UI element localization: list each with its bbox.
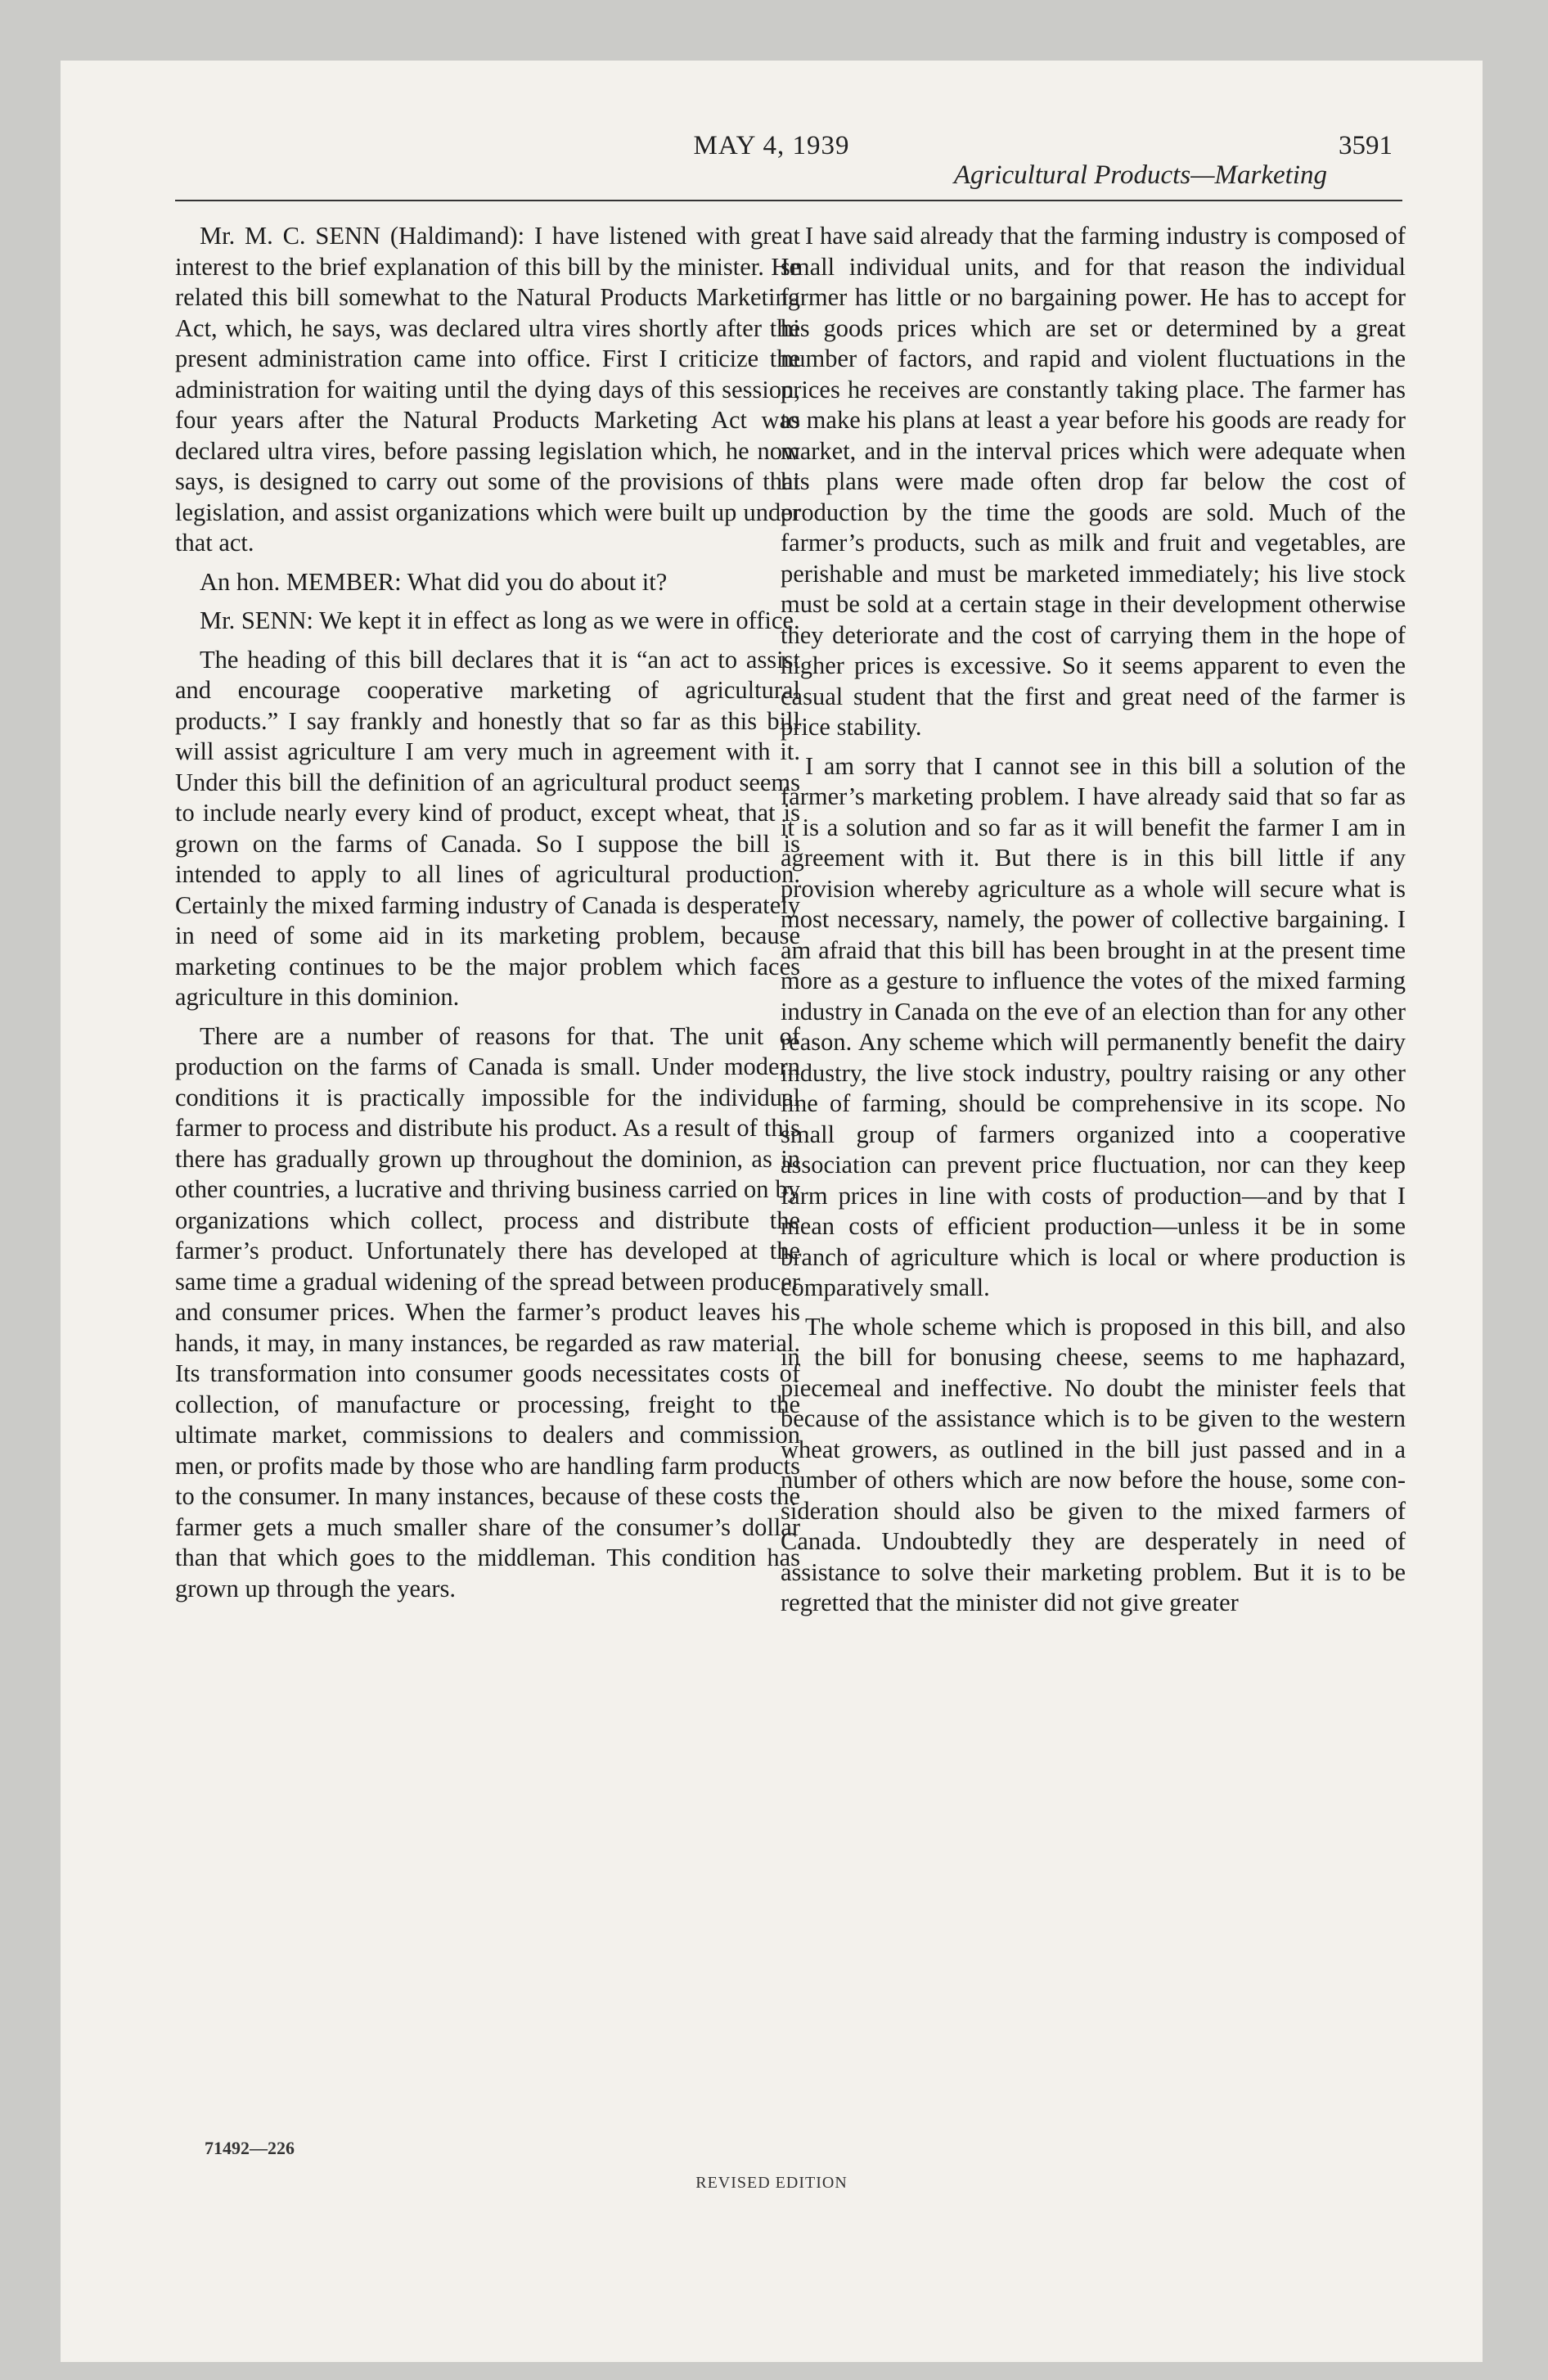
header-rule bbox=[175, 200, 1402, 201]
paragraph: An hon. MEMBER: What did you do about it? bbox=[200, 567, 668, 596]
paragraph: The heading of this bill declares that it is “an act to assist and encourage cooperative marketing of agricultural products.” I say frankly and honestly that so far as this bill will assist agriculture I am very much in agreement with it. Under this bill the definition of an agricultural product seems to include nearly every kind of product, except wheat, that is grown on the farms of Canada. So I suppose the bill is intended to apply to all lines of agricultural production. Certainly the mixed farming industry of Canada is desperately in need of some aid in its marketing problem, because marketing continues to be the major problem which faces agriculture in this dominion. bbox=[175, 645, 800, 1011]
paragraph: I have said already that the farming industry is composed of small individual units, and for that reason the individual farmer has little or no bargaining power. He has to accept for his goods prices which are set or determined by a great number of factors, and rapid and violent fluctuations in the prices he receives are constantly taking place. The farmer has to make his plans at least a year before his goods are ready for market, and in the interval prices which were adequate when his plans were made often drop far below the cost of production by the time the goods are sold. Much of the farmer’s products, such as milk and fruit and vegetables, are perishable and must be marketed immediately; his live stock must be sold at a certain stage in their development otherwise they deteriorate and the cost of carrying them in the hope of higher prices is excessive. So it seems apparent to even the casual student that the first and great need of the farmer is price stability. bbox=[781, 222, 1406, 741]
right-column bbox=[781, 221, 1406, 1627]
header-topic: Agricultural Products—Marketing bbox=[953, 160, 1327, 190]
paragraph: The whole scheme which is proposed in this bill, and also in the bill for bonusing cheese, seems to me haphazard, piecemeal and ineffective. No doubt the minister feels that because of the assistance which is to be given to the western wheat growers, as outlined in the bill just passed and in a number of others which are now before the house, some consideration should also be given to the mixed farmers of Canada. Undoubtedly they are desperately in need of assistance to solve their marketing problem. But it is to be regretted that the minister did not give greater bbox=[781, 1312, 1406, 1616]
left-column bbox=[175, 221, 800, 1612]
document-page bbox=[61, 61, 1483, 2362]
paragraph: Mr. SENN: We kept it in effect as long as we were in office. bbox=[200, 606, 800, 634]
paragraph: Mr. M. C. SENN (Haldimand): I have listened with great interest to the brief explanation of this bill by the minister. He related this bill somewhat to the Natural Products Marketing Act, which, he says, was declared ultra vires shortly after the present administration came into office. First I criticize the administration for waiting until the dying days of this session, four years after the Natural Products Marketing Act was declared ultra vires, before passing legislation which, he now says, is designed to carry out some of the provisions of that legislation, and assist organizations which were built up under that act. bbox=[175, 222, 800, 557]
footer-edition: REVISED EDITION bbox=[695, 2174, 848, 2192]
header-date: MAY 4, 1939 bbox=[693, 131, 850, 160]
footer-code: 71492—226 bbox=[205, 2138, 295, 2158]
paragraph: There are a number of reasons for that. The unit of production on the farms of Canada is small. Under modern conditions it is practically impossible for the individual farmer to process and distribute his product. As a result of this there has gradually grown up throughout the dominion, as in other countries, a lucrative and thriving business carried on by organizations which collect, process and distribute the farmer’s product. Unfortunately there has developed at the same time a gradual widening of the spread between producer and consumer prices. When the farmer’s product leaves his hands, it may, in many instances, be regarded as raw material. Its transformation into consumer goods necessitates costs of collection, of manufacture or processing, freight to the ultimate market, commissions to dealers and commission men, or profits made by those who are handling farm products to the consumer. In many instances, because of these costs the farmer gets a much smaller share of the consumer’s dollar than that which goes to the middleman. This condition has grown up through the years. bbox=[175, 1021, 800, 1602]
page-number: 3591 bbox=[1339, 131, 1393, 160]
paragraph: I am sorry that I cannot see in this bill a solution of the farmer’s marketing problem. I have already said that so far as it is a solution and so far as it will benefit the farmer I am in agreement with it. But there is in this bill little if any provision whereby agriculture as a whole will secure what is most necessary, namely, the power of collective bargaining. I am afraid that this bill has been brought in at the present time more as a gesture to influence the votes of the mixed farming industry in Canada on the eve of an election than for any other reason. Any scheme which will permanently benefit the dairy industry, the live stock industry, poultry raising or any other line of farming, should be comprehensive in its scope. No small group of farmers organized into a cooperative association can prevent price fluctuation, nor can they keep farm prices in line with costs of production—and by that I mean costs of efficient production—unless it be in some branch of agriculture which is local or where production is comparatively small. bbox=[781, 751, 1406, 1301]
